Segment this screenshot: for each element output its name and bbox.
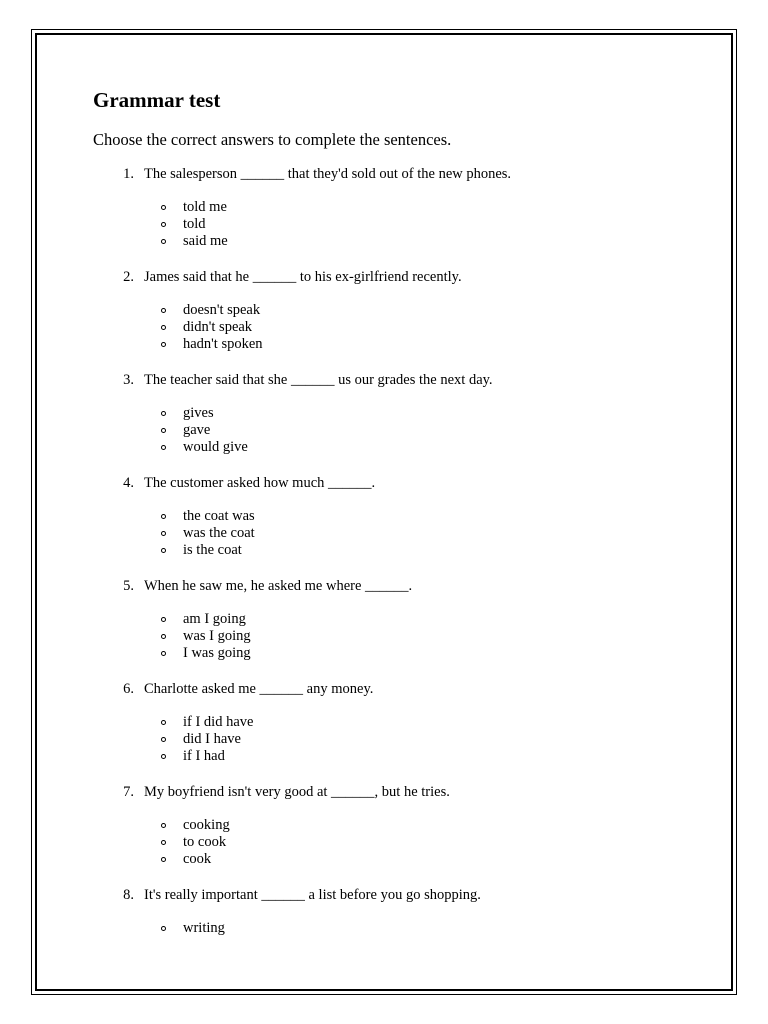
page-title: Grammar test <box>93 88 221 112</box>
answer-option-label: did I have <box>183 731 241 748</box>
answer-option[interactable] <box>161 199 228 216</box>
circle-bullet-icon <box>161 720 166 725</box>
answer-option[interactable] <box>161 439 248 456</box>
answer-option-label: is the coat <box>183 542 242 559</box>
answer-option-label: I was going <box>183 645 251 662</box>
question-2 <box>93 268 713 371</box>
answer-option-label: said me <box>183 233 228 250</box>
question-number: 8. <box>123 887 134 903</box>
question-number: 6. <box>123 681 134 697</box>
question-prompt <box>93 268 462 286</box>
circle-bullet-icon <box>161 651 166 656</box>
question-number: 4. <box>123 475 134 491</box>
question-text: Charlotte asked me ______ any money. <box>144 681 374 697</box>
answer-option[interactable] <box>161 542 255 559</box>
question-text: The customer asked how much ______. <box>144 475 376 491</box>
answer-option-label: hadn't spoken <box>183 336 263 353</box>
circle-bullet-icon <box>161 617 166 622</box>
circle-bullet-icon <box>161 548 166 553</box>
circle-bullet-icon <box>161 737 166 742</box>
question-3 <box>93 371 713 474</box>
question-1 <box>93 165 713 268</box>
question-prompt <box>93 474 375 492</box>
question-number: 3. <box>123 372 134 388</box>
answer-options <box>161 508 255 560</box>
question-prompt <box>93 577 412 595</box>
circle-bullet-icon <box>161 823 166 828</box>
answer-option-label: gave <box>183 422 211 439</box>
answer-option[interactable] <box>161 422 248 439</box>
document-content <box>93 86 713 936</box>
answer-option[interactable] <box>161 336 263 353</box>
circle-bullet-icon <box>161 222 166 227</box>
question-text: The salesperson ______ that they'd sold out of the new phones. <box>144 166 512 182</box>
circle-bullet-icon <box>161 926 166 931</box>
circle-bullet-icon <box>161 239 166 244</box>
answer-option[interactable] <box>161 920 225 937</box>
question-list <box>93 165 713 989</box>
answer-option[interactable] <box>161 748 253 765</box>
circle-bullet-icon <box>161 428 166 433</box>
question-7 <box>93 783 713 886</box>
answer-option-label: if I had <box>183 748 225 765</box>
answer-option[interactable] <box>161 731 253 748</box>
question-6 <box>93 680 713 783</box>
answer-options <box>161 611 251 663</box>
answer-option[interactable] <box>161 834 230 851</box>
question-text: When he saw me, he asked me where ______. <box>144 578 413 594</box>
circle-bullet-icon <box>161 754 166 759</box>
answer-option[interactable] <box>161 233 228 250</box>
answer-option-label: cooking <box>183 817 230 833</box>
answer-option-label: to cook <box>183 834 227 851</box>
circle-bullet-icon <box>161 205 166 210</box>
circle-bullet-icon <box>161 411 166 416</box>
answer-option-label: if I did have <box>183 714 254 730</box>
answer-options <box>161 714 253 766</box>
answer-option[interactable] <box>161 714 253 731</box>
circle-bullet-icon <box>161 514 166 519</box>
answer-option[interactable] <box>161 611 251 628</box>
question-prompt <box>93 886 481 904</box>
question-8 <box>93 886 713 989</box>
answer-option[interactable] <box>161 319 263 336</box>
answer-option-label: was I going <box>183 628 251 645</box>
question-text: It's really important ______ a list before you go shopping. <box>144 887 481 903</box>
question-number: 1. <box>123 166 134 182</box>
answer-option[interactable] <box>161 508 255 525</box>
question-prompt <box>93 165 511 183</box>
question-text: The teacher said that she ______ us our grades the next day. <box>144 372 493 388</box>
question-prompt <box>93 783 450 801</box>
question-5 <box>93 577 713 680</box>
answer-option-label: cook <box>183 851 212 868</box>
circle-bullet-icon <box>161 634 166 639</box>
instructions: Choose the correct answers to complete the sentences. <box>93 130 452 149</box>
answer-option[interactable] <box>161 302 263 319</box>
answer-option[interactable] <box>161 645 251 662</box>
answer-option-label: doesn't speak <box>183 302 261 318</box>
question-number: 7. <box>123 784 134 800</box>
answer-options <box>161 405 248 457</box>
answer-option-label: am I going <box>183 611 246 627</box>
circle-bullet-icon <box>161 325 166 330</box>
circle-bullet-icon <box>161 840 166 845</box>
answer-option[interactable] <box>161 817 230 834</box>
answer-option-label: the coat was <box>183 508 255 524</box>
answer-option-label: writing <box>183 920 225 936</box>
answer-option-label: would give <box>183 439 248 456</box>
answer-options <box>161 920 225 937</box>
answer-option[interactable] <box>161 851 230 868</box>
answer-option-label: told me <box>183 199 227 215</box>
answer-option-label: told <box>183 216 206 233</box>
circle-bullet-icon <box>161 308 166 313</box>
circle-bullet-icon <box>161 531 166 536</box>
question-text: James said that he ______ to his ex-girlfriend recently. <box>144 269 462 285</box>
answer-options <box>161 302 263 354</box>
circle-bullet-icon <box>161 445 166 450</box>
answer-option-label: was the coat <box>183 525 255 542</box>
answer-option[interactable] <box>161 216 228 233</box>
question-text: My boyfriend isn't very good at ______, but he tries. <box>144 784 450 800</box>
question-prompt <box>93 371 493 389</box>
answer-option-label: didn't speak <box>183 319 253 336</box>
circle-bullet-icon <box>161 342 166 347</box>
question-number: 5. <box>123 578 134 594</box>
question-4 <box>93 474 713 577</box>
answer-option[interactable] <box>161 628 251 645</box>
question-prompt <box>93 680 373 698</box>
answer-option[interactable] <box>161 405 248 422</box>
circle-bullet-icon <box>161 857 166 862</box>
question-number: 2. <box>123 269 134 285</box>
answer-option-label: gives <box>183 405 214 421</box>
answer-options <box>161 199 228 251</box>
answer-option[interactable] <box>161 525 255 542</box>
answer-options <box>161 817 230 869</box>
